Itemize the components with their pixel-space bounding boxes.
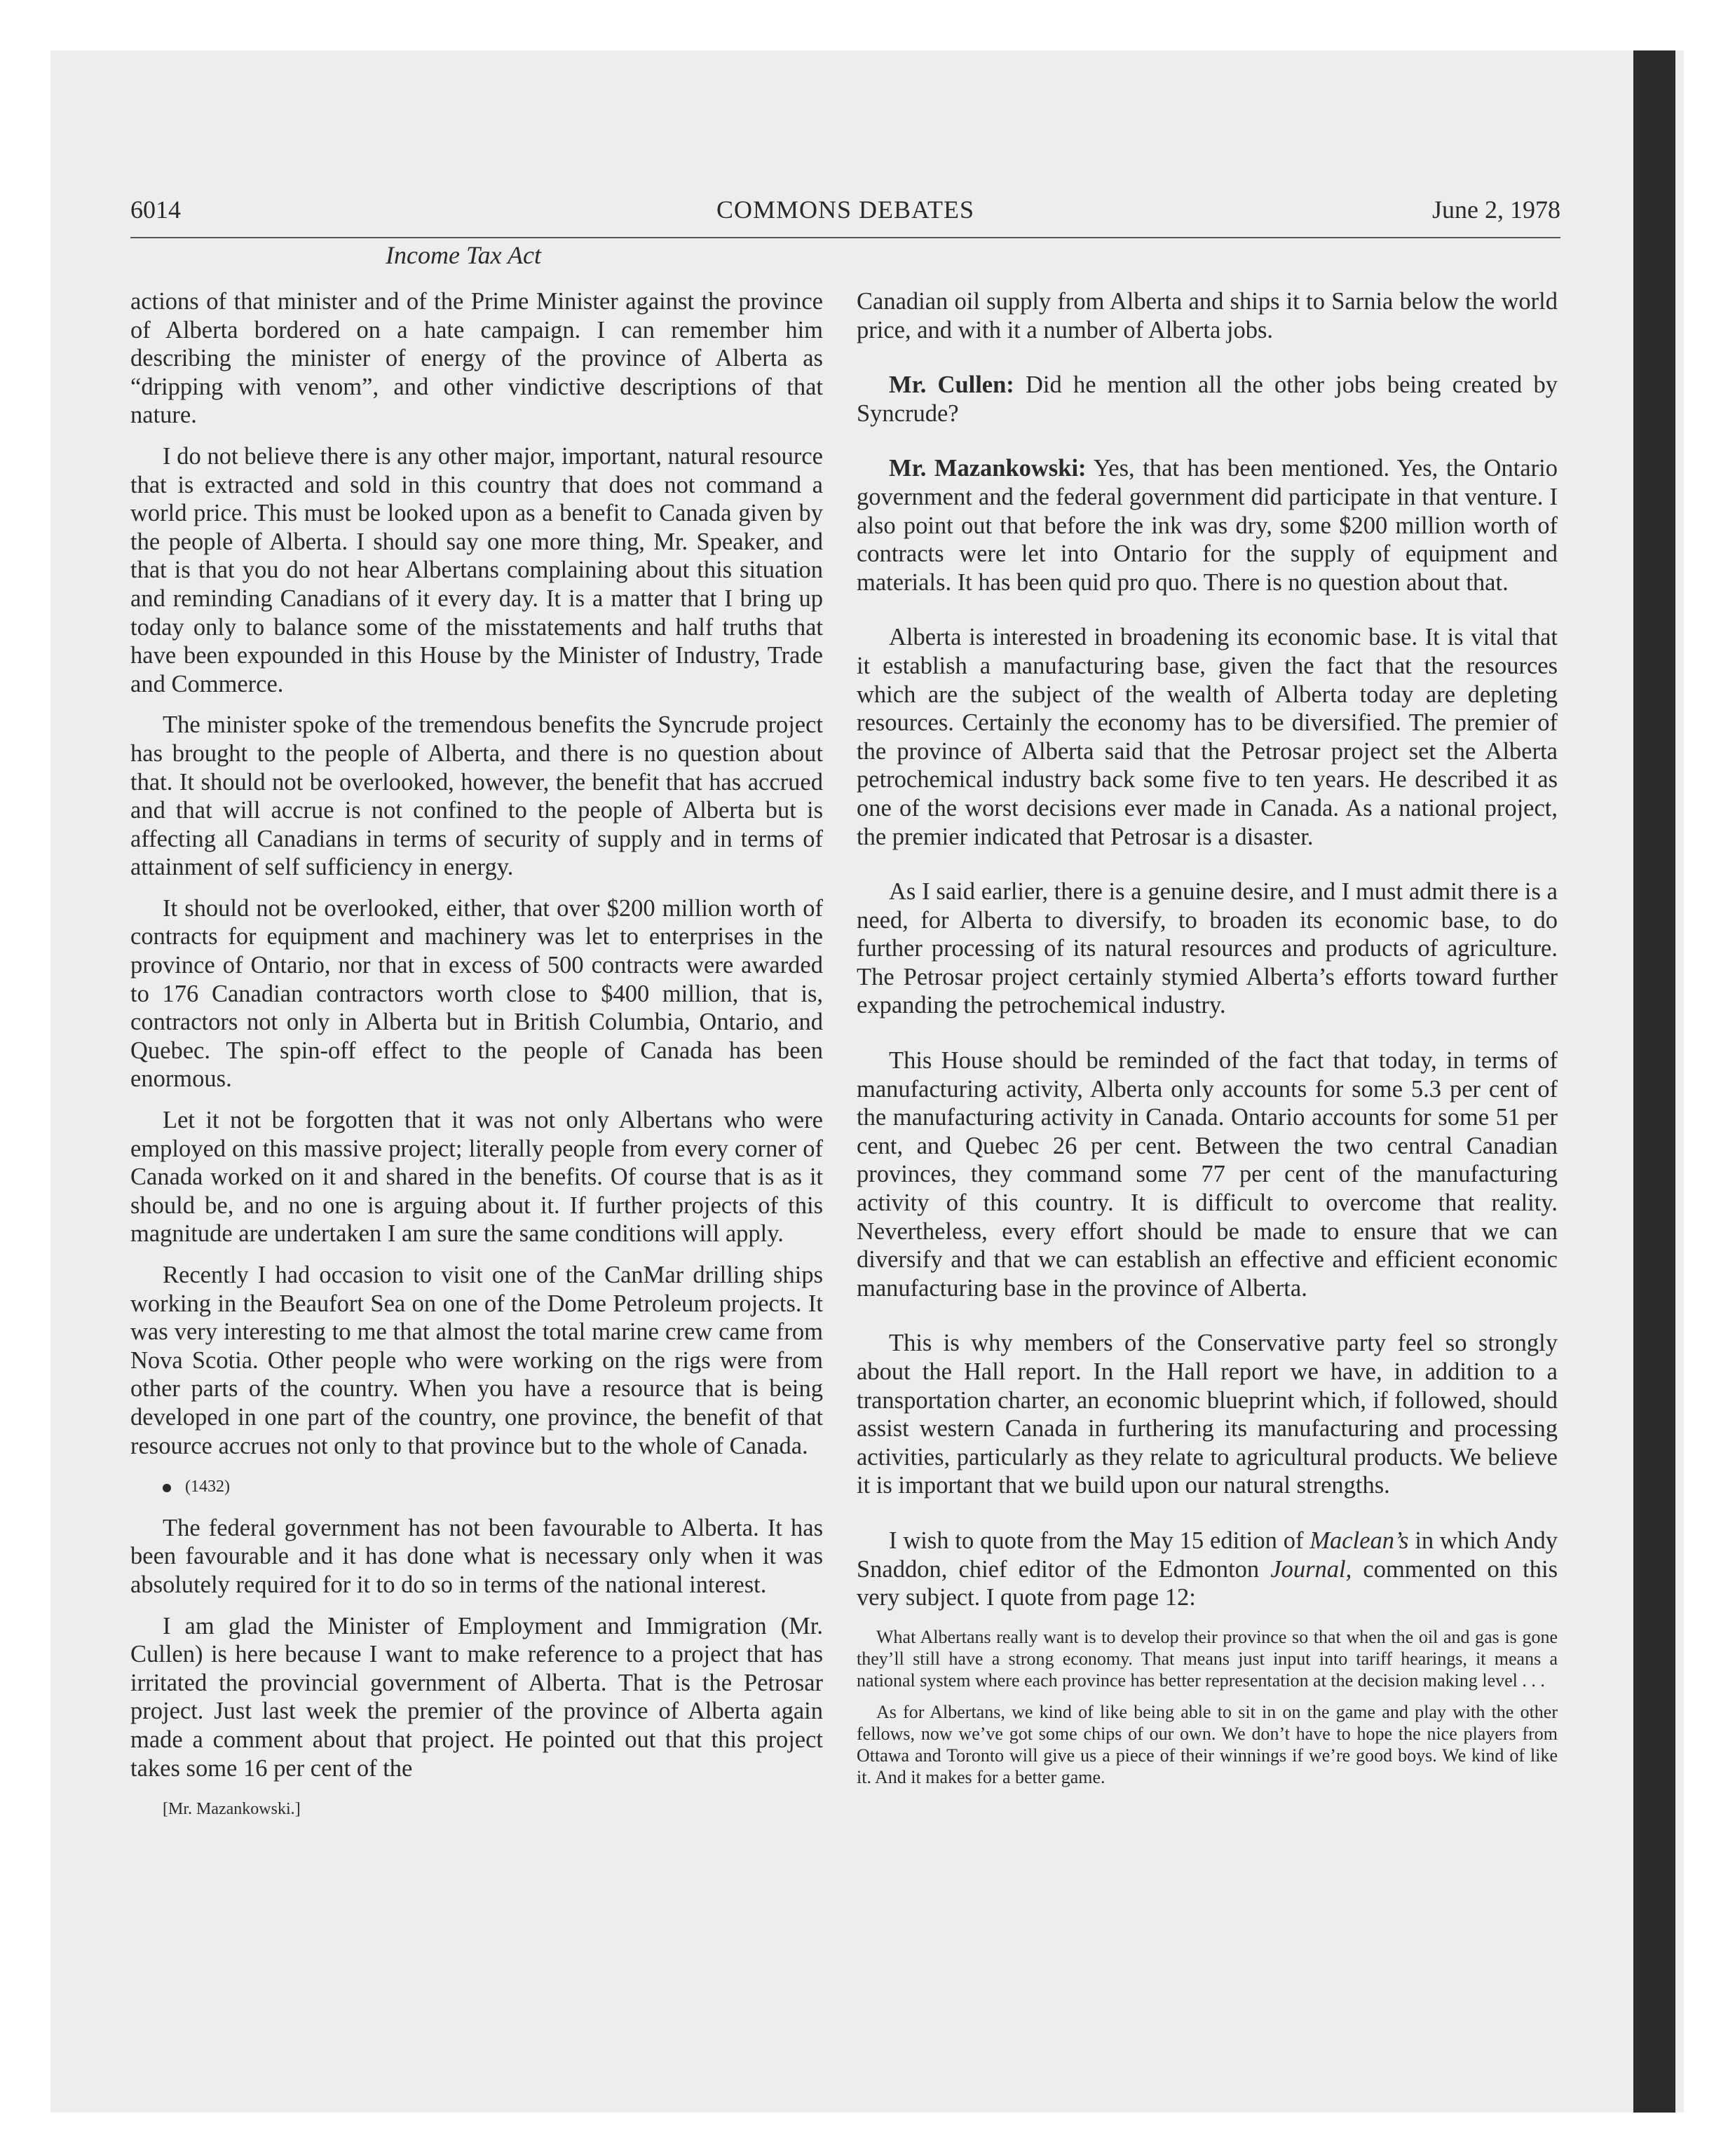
paragraph: It should not be overlooked, either, that over $200 million worth of contracts for equipment and machinery was let to enterprises in the province of Ontario, nor that in excess of 500 contracts were awarded to 176 Canadian contractors worth close to $400 million, that is, contractors not only in Alberta but in British Columbia, Ontario, and Quebec. The spin-off effect to the people of Canada has been enormous.: [130, 894, 823, 1093]
speaker-name: Mr. Cullen:: [889, 371, 1014, 399]
paragraph: [857, 1527, 1558, 1612]
speech-text: Yes, that has been mentioned. Yes, the Ontario government and the federal government did participate in that venture. I also point out that before the ink was dry, some $200 million worth of contracts were let into Ontario for the supply of equipment and materials. It has been quid pro quo. There is no question about that.: [857, 455, 1558, 596]
text-run: in which Andy Snaddon, chief editor of the Edmonton: [857, 1527, 1558, 1583]
paragraph: [857, 371, 1558, 428]
paragraph: actions of that minister and of the Prime Minister against the province of Alberta bordered on a hate campaign. I can remember him describing the minister of energy of the province of Alberta as “dripping with venom”, and other vindictive descriptions of that nature.: [130, 288, 823, 429]
page-number: 6014: [130, 196, 181, 224]
scan-edge-bar: [1633, 50, 1675, 2113]
text-run: commented on this very subject. I quote from page 12:: [857, 1555, 1558, 1611]
paragraph: Recently I had occasion to visit one of the CanMar drilling ships working in the Beaufort Sea on one of the Dome Petroleum projects. It was very interesting to me that almost the total marine crew came from Nova Scotia. Other people who were working on the rigs were from other parts of the country. When you have a resource that is being developed in one part of the country, one province, the benefit of that resource accrues not only to that province but to the whole of Canada.: [130, 1262, 823, 1459]
paragraph: This House should be reminded of the fact that today, in terms of manufacturing activity, Alberta only accounts for some 5.3 per cent of the manufacturing activity in Canada. Ontario accounts for some 51 per cent, and Quebec 26 per cent. Between the two central Canadian provinces, they command some 77 per cent of the manufacturing activity of this country. It is difficult to overcome that reality. Nevertheless, every effort should be made to ensure that we can diversify and that we can establish an effective and efficient economic manufacturing base in the province of Alberta.: [857, 1047, 1558, 1302]
speaker-attribution: [Mr. Mazankowski.]: [163, 1800, 301, 1819]
section-title: Income Tax Act: [386, 241, 541, 269]
speech-text: Did he mention all the other jobs being created by Syncrude?: [857, 371, 1558, 427]
paragraph: I am glad the Minister of Employment and Immigration (Mr. Cullen) is here because I want to make reference to a project that has irritated the provincial government of Alberta. That is the Petrosar project. Just last week the premier of the province of Alberta again made a comment about that project. He pointed out that this project takes some 16 per cent of the: [130, 1612, 823, 1782]
paragraph: Canadian oil supply from Alberta and ships it to Sarnia below the world price, and with it a number of Alberta jobs.: [857, 288, 1558, 343]
block-quote: What Albertans really want is to develop their province so that when the oil and gas is gone they’ll still have a strong economy. That means just input into tariff hearings, it means a national system where each province has better representation at the decision making level . . .: [857, 1626, 1558, 1691]
paragraph: This is why members of the Conservative party feel so strongly about the Hall report. In the Hall report we have, in addition to a transportation charter, an economic blueprint which, if followed, should assist western Canada in furthering its manufacturing and processing activities, particularly as they relate to agricultural products. We believe it is important that we build upon our natural strengths.: [857, 1330, 1558, 1499]
block-quote: As for Albertans, we kind of like being able to sit in on the game and play with the other fellows, now we’ve got some chips of our own. We don’t have to hope the nice players from Ottawa and Toronto will give us a piece of their winnings if we’re good boys. We kind of like it. And it makes for a better game.: [857, 1701, 1558, 1787]
text-run: I wish to quote from the May 15 edition of: [889, 1527, 1310, 1554]
page-date: June 2, 1978: [1432, 196, 1560, 224]
left-column: [130, 287, 823, 1836]
speaker-name: Mr. Mazankowski:: [889, 455, 1087, 482]
page-header: [130, 195, 1560, 238]
newspaper-title: Journal,: [1270, 1555, 1352, 1583]
paragraph: The federal government has not been favourable to Alberta. It has been favourable and it has done what is necessary only when it was absolutely required for it to do so in terms of the national interest.: [130, 1514, 823, 1598]
paragraph: [857, 454, 1558, 596]
time-marker-label: (1432): [185, 1478, 230, 1496]
right-column: [857, 287, 1558, 1798]
paragraph: Let it not be forgotten that it was not only Albertans who were employed on this massive project; literally people from every corner of Canada worked on it and shared in the benefits. Of course that is as it should be, and no one is arguing about it. If further projects of this magnitude are undertaken I am sure the same conditions will apply.: [130, 1107, 823, 1248]
paragraph: As I said earlier, there is a genuine desire, and I must admit there is a need, for Alberta to diversify, to broaden its economic base, to do further processing of its natural resources and products of agriculture. The Petrosar project certainly stymied Alberta’s efforts toward further expanding the petrochemical industry.: [857, 878, 1558, 1019]
paragraph: I do not believe there is any other major, important, natural resource that is extracted and sold in this country that does not command a world price. This must be looked upon as a benefit to Canada given by the people of Alberta. I should say one more thing, Mr. Speaker, and that is that you do not hear Albertans complaining about this situation and reminding Canadians of it every day. It is a matter that I bring up today only to balance some of the misstatements and half truths that have been expounded in this House by the Minister of Industry, Trade and Commerce.: [130, 442, 823, 697]
bullet-icon: [163, 1484, 171, 1492]
paragraph: The minister spoke of the tremendous benefits the Syncrude project has brought to the people of Alberta, and there is no question about that. It should not be overlooked, however, the benefit that has accrued and that will accrue is not confined to the people of Alberta but is affecting all Canadians in terms of security of supply and in terms of attainment of self sufficiency in energy.: [130, 711, 823, 881]
publication-title: COMMONS DEBATES: [716, 196, 975, 224]
magazine-title: Maclean’s: [1309, 1527, 1409, 1554]
paragraph: Alberta is interested in broadening its economic base. It is vital that it establish a manufacturing base, given the fact that the resources which are the subject of the wealth of Alberta today are depleting resources. Certainly the economy has to be diversified. The premier of the province of Alberta said that the Petrosar project set the Alberta petrochemical industry back some five to ten years. He described it as one of the worst decisions ever made in Canada. As a national project, the premier indicated that Petrosar is a disaster.: [857, 624, 1558, 850]
time-marker: [130, 1473, 823, 1501]
